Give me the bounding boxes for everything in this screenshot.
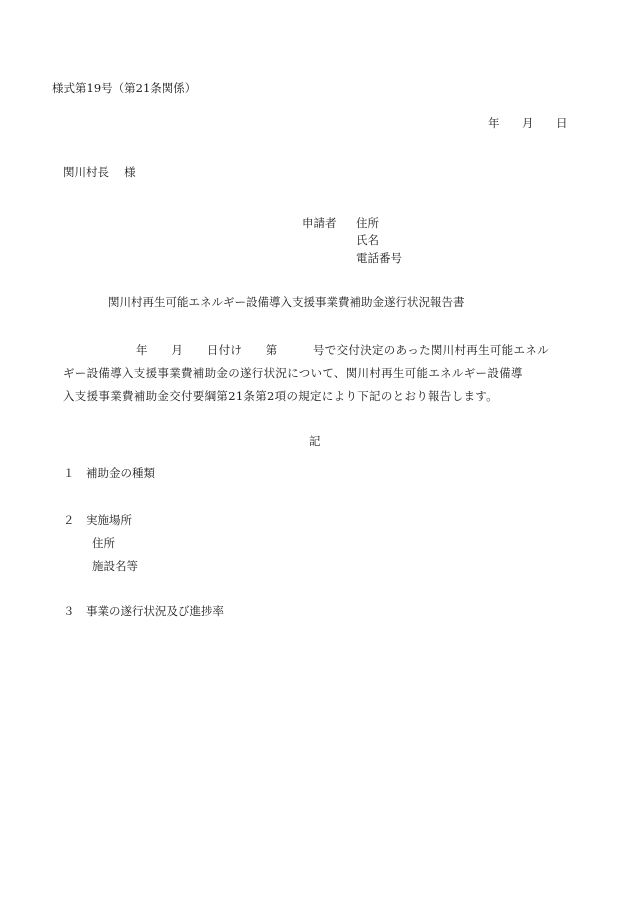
- document-title: 関川村再生可能エネルギー設備導入支援事業費補助金遂行状況報告書: [108, 295, 465, 309]
- body-line-2: ギー設備導入支援事業費補助金の遂行状況について、関川村再生可能エネルギー設備導: [63, 366, 523, 380]
- form-number: 様式第19号（第21条関係）: [52, 81, 197, 95]
- body-line-1: 年 月 日付け 第 号で交付決定のあった関川村再生可能エネル: [136, 343, 549, 357]
- applicant-phone-label: 電話番号: [356, 251, 402, 265]
- item-2: ２ 実施場所: [63, 513, 132, 527]
- date-year: 年: [488, 116, 500, 130]
- item-1: １ 補助金の種類: [63, 466, 155, 480]
- addressee: 関川村長 様: [63, 165, 136, 179]
- item-2-facility: 施設名等: [92, 559, 138, 573]
- body-line-3: 入支援事業費補助金交付要綱第21条第2項の規定により下記のとおり報告します。: [63, 389, 498, 403]
- date-month: 月: [522, 116, 534, 130]
- item-3: ３ 事業の遂行状況及び進捗率: [63, 604, 224, 618]
- applicant-name-label: 氏名: [356, 233, 379, 247]
- date-day: 日: [556, 116, 568, 130]
- item-2-address: 住所: [92, 536, 115, 550]
- applicant-label: 申請者: [302, 216, 337, 230]
- applicant-address-label: 住所: [356, 216, 379, 230]
- record-heading: 記: [309, 434, 321, 448]
- body-paragraph: [63, 339, 583, 408]
